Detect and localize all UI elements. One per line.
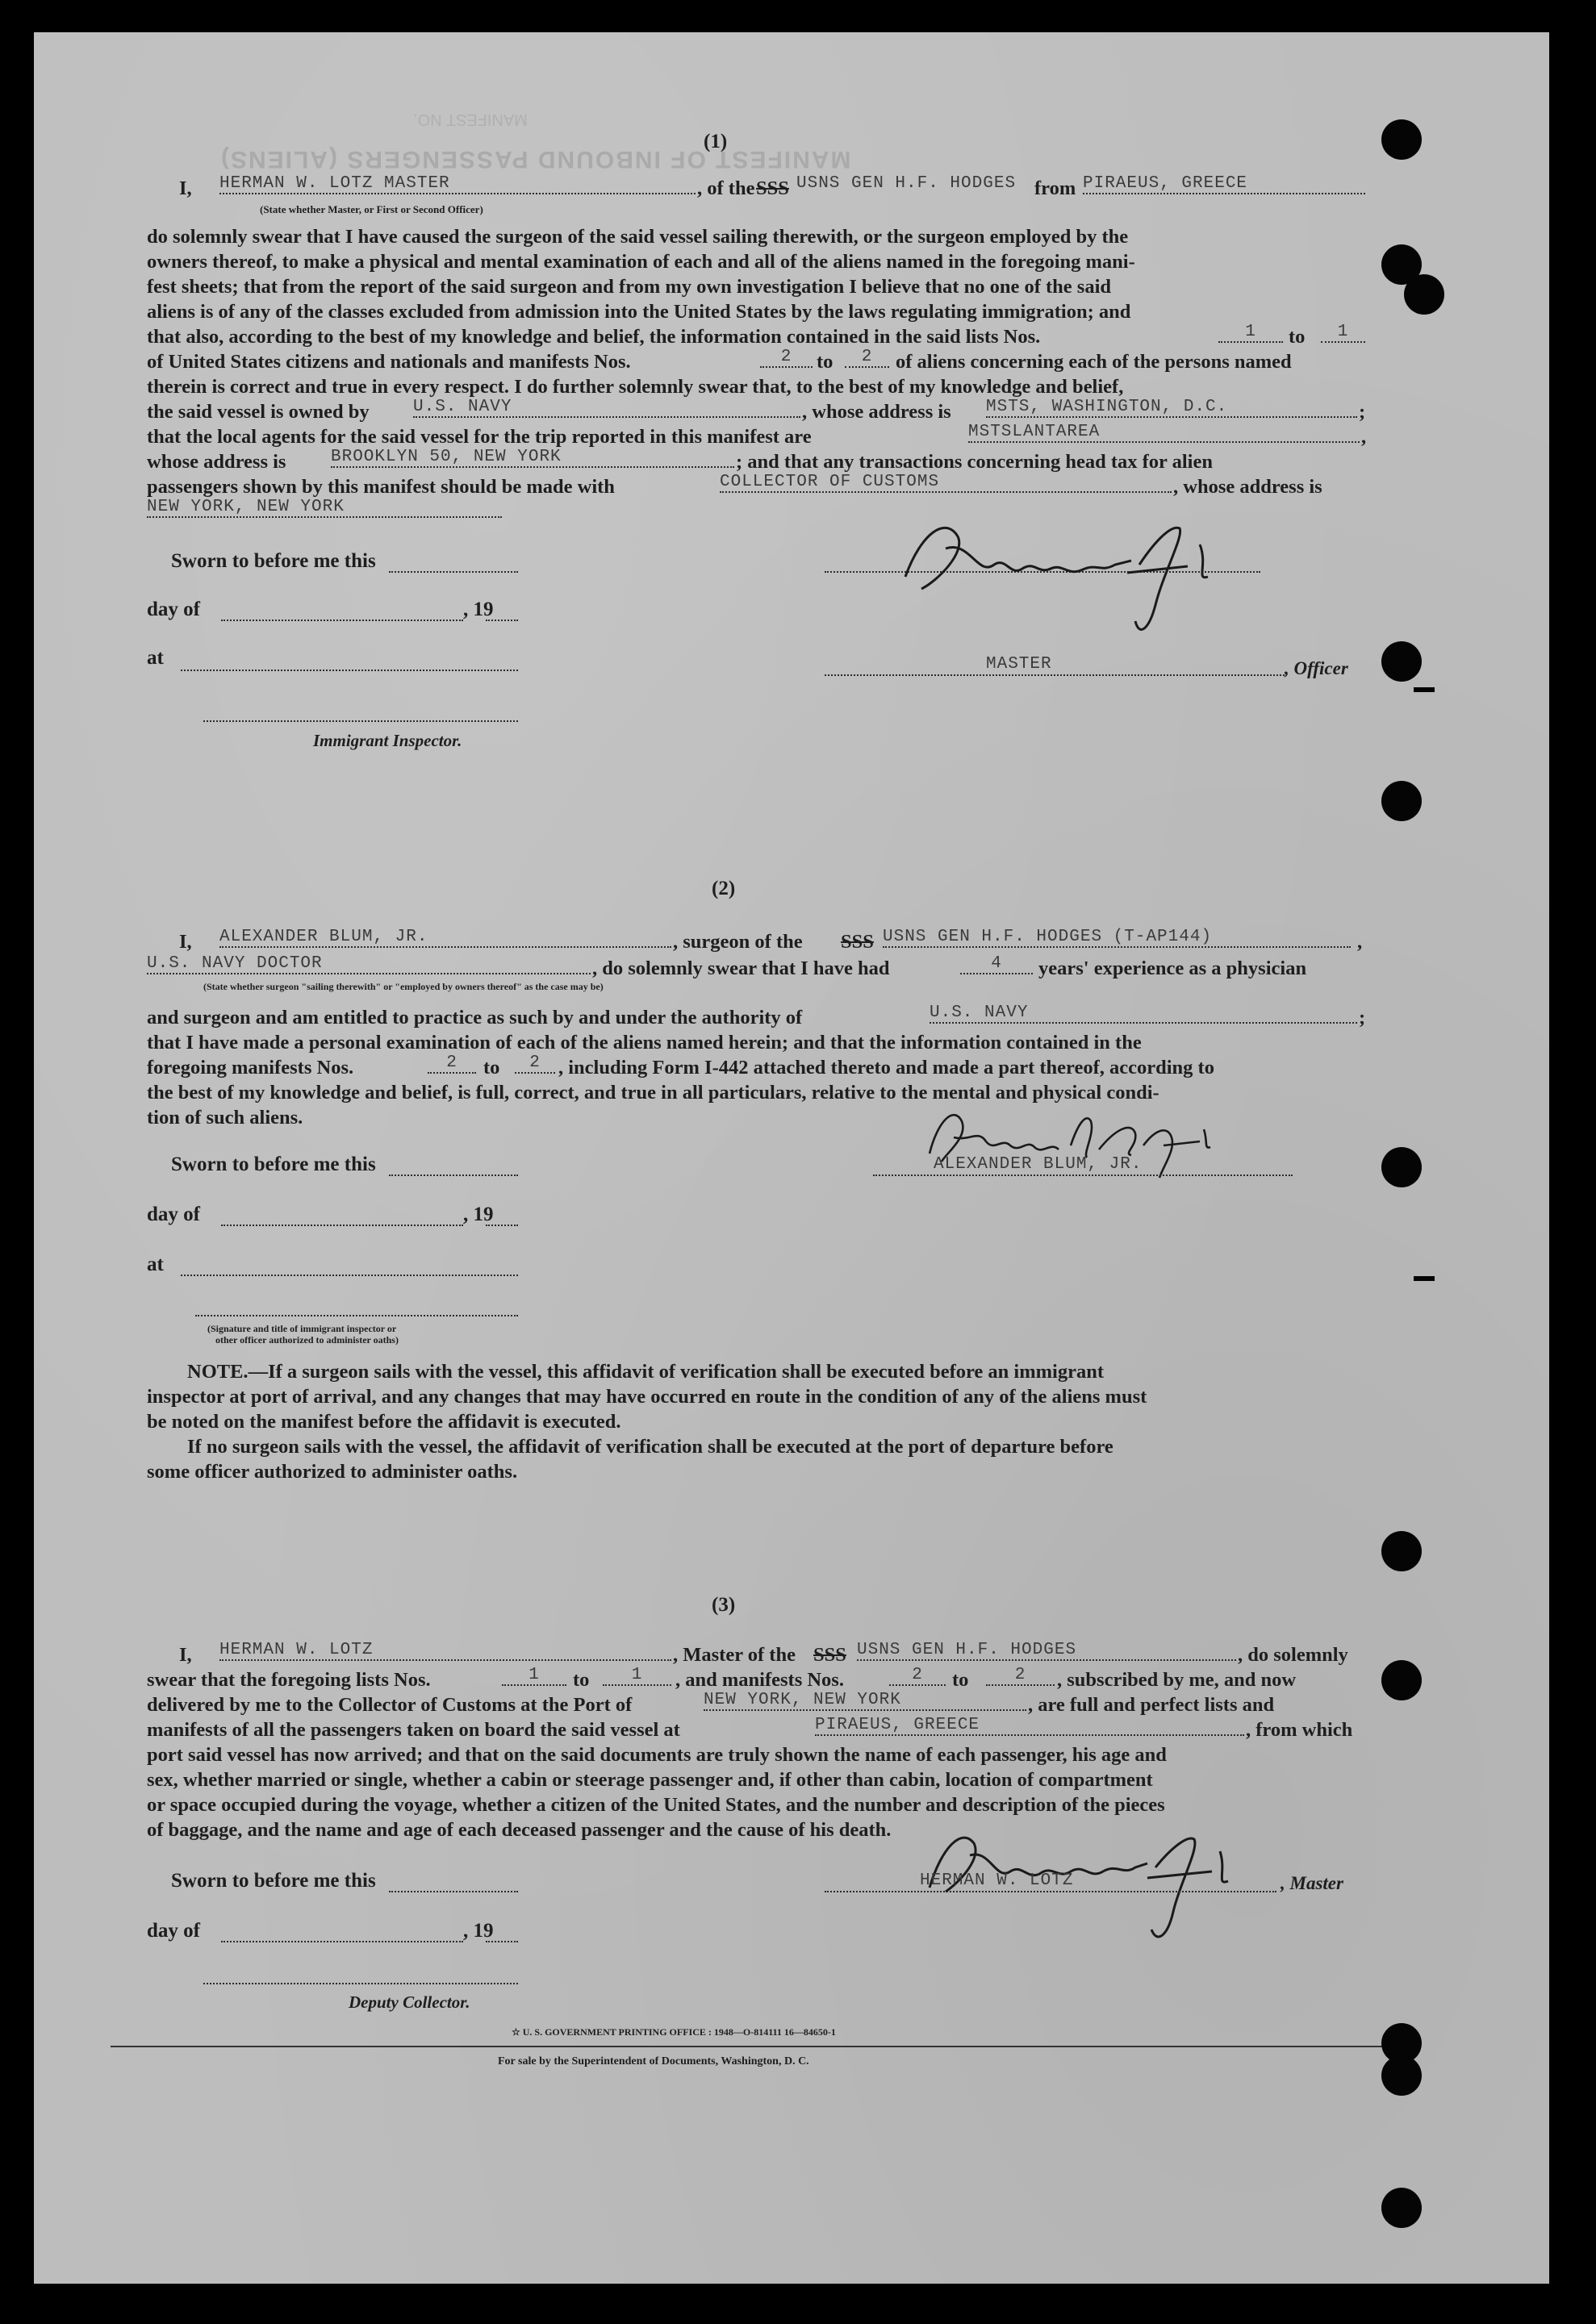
section-3-master-name-field: HERMAN W. LOTZ: [219, 1641, 671, 1661]
section-2-line-6: tion of such aliens.: [147, 1107, 303, 1129]
section-2-at-label: at: [147, 1254, 164, 1275]
master-label: , Master: [1281, 1873, 1343, 1893]
section-1-line-7: therein is correct and true in every respect. I do further solemnly swear that, to the best of my knowledge and belief,: [147, 376, 1124, 398]
head-tax-label: ; and that any transactions concerning head tax for alien: [736, 451, 1213, 473]
vessel-name-field: USNS GEN H.F. HODGES: [796, 174, 1017, 193]
section-3-manifests-to-field: 2: [986, 1666, 1055, 1686]
manifests-to-field: 2: [845, 348, 889, 368]
deputy-collector-label: Deputy Collector.: [349, 1992, 470, 2012]
local-agents-label: that the local agents for the said vessel for the trip reported in this manifest are: [147, 426, 812, 448]
signature-hint-1: (Signature and title of immigrant inspector or: [207, 1323, 397, 1334]
scan-mark: [1414, 1276, 1435, 1281]
section-3-lists-from-field: 1: [502, 1666, 566, 1686]
master-of-label: , Master of the: [673, 1644, 796, 1666]
taken-on-board-label: manifests of all the passengers taken on board the said vessel at: [147, 1719, 680, 1741]
surgeon-swear-label: , do solemnly swear that I have had: [592, 958, 890, 979]
owner-address-field: MSTS, WASHINGTON, D.C.: [986, 398, 1357, 418]
lists-from-field: 1: [1218, 323, 1283, 343]
authority-label: and surgeon and am entitled to practice as such by and under the authority of: [147, 1007, 803, 1028]
binder-hole: [1381, 1147, 1422, 1187]
owner-field: U.S. NAVY: [413, 398, 800, 418]
officer-label: , Officer: [1285, 658, 1348, 678]
section-2-number: (2): [712, 878, 736, 899]
note-line-3: be noted on the manifest before the affidavit is executed.: [147, 1411, 621, 1433]
section-3-year-label: , 19: [463, 1920, 494, 1942]
section-1-sworn-label: Sworn to before me this: [171, 550, 376, 572]
section-2-year-label: , 19: [463, 1204, 494, 1225]
section-3-line-8: of baggage, and the name and age of each deceased passenger and the cause of his death.: [147, 1819, 892, 1841]
section-1-line-3: fest sheets; that from the report of the said surgeon and from my own investigation I believe that no one of the said: [147, 276, 1111, 298]
binder-hole: [1381, 641, 1422, 682]
note-line-2: inspector at port of arrival, and any changes that may have occurred en route in the condition of any of the aliens must: [147, 1386, 1147, 1408]
full-perfect-label: , are full and perfect lists and: [1028, 1694, 1275, 1716]
binder-hole: [1381, 1660, 1422, 1700]
binder-hole: [1404, 274, 1444, 315]
section-3-sworn-label: Sworn to before me this: [171, 1870, 376, 1892]
section-2-sworn-label: Sworn to before me this: [171, 1154, 376, 1175]
for-sale-line: For sale by the Superintendent of Documents, Washington, D. C.: [498, 2055, 809, 2067]
section-3-number: (3): [712, 1594, 736, 1616]
collector-address-label: , whose address is: [1173, 476, 1322, 498]
note-line-5: some officer authorized to administer oaths.: [147, 1461, 518, 1483]
manifest-affidavit-page: MANIFEST OF INBOUND PASSENGERS (ALIENS) MANIFEST NO. (1) I, HERMAN W. LOTZ MASTER , of the SSS USNS GEN H.F. HODGES from PIRAEUS, GREECE (State whether Master, or First or Second Officer) do solemnly swear that I have caused the surgeon of the said vessel sailing therewith, or the surgeon employed by the owners thereof, to make a physical and mental examination of each and all of the aliens named in the foregoing mani- fest sheets; that from the report of the said surgeon and from my own investigation I believe that no one of the said aliens is of any of the classes excluded from admission into the United States by the laws regulating immigration; and that also, according to the best of my knowledge and belief, the information contained in the said lists Nos. 1 to 1 of United States citizens and nationals and manifests Nos. 2 to 2 of aliens concerning each of the persons named therein is correct and true in every respect. I do further solemnly swear that, to the best of my knowledge and belief, the said vessel is owned by U.S. NAVY , whose address is MSTS, WASHINGTON, D.C. ; that the local agents for the said vessel for the trip reported in this manifest are MSTSLANTAREA , whose address is BROOKLYN 50, NEW YORK ; and that any transactions concerning head tax for alien passengers shown by this manifest should be made with COLLECTOR OF CUSTOMS , whose address is NEW YORK, NEW YORK Sworn to before me this day of , 19 at Immigrant Inspector. MASTER , Officer (2) I, ALEXANDER BLUM, JR. , surgeon of the SSS USNS GEN H.F. HODGES (T-AP144) , U.S. NAVY DOCTOR , do solemnly swear that I have had 4 years' experience as a physician (State whether surgeon "sailing therewith" or "employed by owners thereof" as the case may be) and surgeon and am entitled to practice as such by and under the authority of U.S. NAVY ; that I have made a personal examination of each of the aliens named herein; and that the information contained in the foregoing manifests Nos. 2 to 2 , including Form I-442 attached thereto and made a part thereof, according to the best of my knowledge and belief, is full, correct, and true in all particulars, relative to the mental and physical condi- tion of such aliens. Sworn to before me this day of , 19 at (Signature and title of immigrant inspector or other officer authorized to administer oaths) ALEXANDER BLUM, JR. NOTE.—If a surgeon sails with the vessel, this affidavit of verification shall be executed before an immigrant inspector at port of arrival, and any changes that may have occurred en route in the condition of any of the aliens must be noted on the manifest before the affidavit is executed. If no surgeon sails with the vessel, the affidavit of verification shall be executed at the port of departure before some officer authorized to administer oaths. (3) I, HERMAN W. LOTZ , Master of the SSS USNS GEN H.F. HODGES , do solemnly swear that the foregoing lists Nos. 1 to 1 , and manifests Nos. 2 to 2 , subscribed by me, and now delivered by me to the Collector of Customs at the Port of NEW YORK, NEW YORK , are full and perfect lists and manifests of all the passengers taken on board the said vessel at PIRAEUS, GREECE , from which port said vessel has now arrived; and that on the said documents are truly shown the name of each passenger, his age and sex, whether married or single, whether a cabin or steerage passenger and, if other than cabin, location of compartment or space occupied during the voyage, whether a citizen of the United States, and the number and description of the pieces of baggage, and the name and age of each deceased passenger and the cause of his death. Sworn to before me this day of , 19 Deputy Collector. HERMAN W. LOTZ , Master ☆ U. S. GOVERNMENT PRINTING OFFICE : 1948—O-814111 16—84650-1 For sale by the Superintendent of Documents, Washington, D. C.: [34, 32, 1549, 2284]
collector-field: COLLECTOR OF CUSTOMS: [720, 473, 1172, 493]
section-2-manifests-label: foregoing manifests Nos.: [147, 1057, 354, 1079]
years-field: 4: [960, 954, 1033, 974]
section-3-struck-vessel-type: SSS: [813, 1644, 846, 1666]
capacity-hint: (State whether Master, or First or Second Officer): [260, 203, 483, 215]
from-which-label: , from which: [1246, 1719, 1353, 1741]
master-signature-1: [889, 500, 1228, 645]
struck-vessel-type: SSS: [756, 177, 789, 199]
master-typed-signature: HERMAN W. LOTZ: [920, 1871, 1074, 1890]
lists-to-label: to: [1289, 326, 1306, 348]
section-2-day-of-label: day of: [147, 1204, 200, 1225]
binder-hole: [1381, 119, 1422, 160]
section-1-line-4: aliens is of any of the classes excluded from admission into the United States by the laws regulating immigration; and: [147, 301, 1131, 323]
surgeon-name-field: ALEXANDER BLUM, JR.: [219, 928, 671, 948]
section-1-line-6b: of aliens concerning each of the persons named: [896, 351, 1292, 373]
bleed-through-subtitle: MANIFEST NO.: [413, 111, 528, 128]
section-3-lists-to-label: to: [573, 1669, 590, 1691]
manifests-to-label: to: [817, 351, 834, 373]
port-from-field: PIRAEUS, GREECE: [1083, 174, 1365, 194]
section-2-manifests-from-field: 2: [428, 1054, 476, 1074]
section-2-i-label: I,: [179, 931, 192, 953]
section-3-manifests-from-field: 2: [889, 1666, 946, 1686]
section-1-line-6: of United States citizens and nationals and manifests Nos.: [147, 351, 631, 373]
section-2-line-3: that I have made a personal examination of each of the aliens named herein; and that the information contained in the: [147, 1032, 1142, 1054]
section-3-line-6: sex, whether married or single, whether a cabin or steerage passenger and, if other than cabin, location of compartment: [147, 1769, 1153, 1791]
scan-mark: [1414, 687, 1435, 692]
section-3-line-5: port said vessel has now arrived; and that on the said documents are truly shown the name of each passenger, his age and: [147, 1744, 1167, 1766]
authority-field: U.S. NAVY: [930, 1003, 1357, 1024]
section-1-at-label: at: [147, 647, 164, 669]
binder-hole: [1381, 2188, 1422, 2228]
owned-by-label: the said vessel is owned by: [147, 401, 370, 423]
do-solemnly-label: , do solemnly: [1238, 1644, 1348, 1666]
binder-hole: [1381, 1531, 1422, 1571]
note-line-4: If no surgeon sails with the vessel, the affidavit of verification shall be executed at the port of departure before: [187, 1436, 1113, 1458]
surgeon-of-label: , surgeon of the: [673, 931, 803, 953]
section-3-lists-to-field: 1: [603, 1666, 671, 1686]
section-2-line-5: the best of my knowledge and belief, is full, correct, and true in all particulars, relative to the mental and physical condi-: [147, 1082, 1159, 1104]
section-3-vessel-field: USNS GEN H.F. HODGES: [857, 1641, 1236, 1661]
master-name-field: HERMAN W. LOTZ MASTER: [219, 174, 696, 194]
role-hint: (State whether surgeon "sailing therewith" or "employed by owners thereof" as the case may be): [203, 981, 604, 992]
head-tax-with-label: passengers shown by this manifest should be made with: [147, 476, 615, 498]
section-1-i-label: I,: [179, 177, 192, 199]
of-the-label: , of the: [697, 177, 755, 199]
bleed-through-title: MANIFEST OF INBOUND PASSENGERS (ALIENS): [219, 146, 851, 173]
binder-hole: [1381, 781, 1422, 821]
agents-field: MSTSLANTAREA: [968, 423, 1360, 443]
section-3-line-7: or space occupied during the voyage, whether a citizen of the United States, and the number and description of the pieces: [147, 1794, 1165, 1816]
port-arrival-field: NEW YORK, NEW YORK: [704, 1691, 1026, 1711]
section-3-day-of-label: day of: [147, 1920, 200, 1942]
section-3-i-label: I,: [179, 1644, 192, 1666]
signature-hint-2: other officer authorized to administer oaths): [215, 1334, 399, 1346]
port-of-label: delivered by me to the Collector of Customs at the Port of: [147, 1694, 633, 1716]
section-1-line-2: owners thereof, to make a physical and mental examination of each and all of the aliens named in the foregoing mani-: [147, 251, 1135, 273]
note-label: NOTE.: [187, 1361, 249, 1383]
officer-title-field: MASTER: [986, 655, 1052, 674]
port-departure-field: PIRAEUS, GREECE: [815, 1716, 1244, 1736]
section-3-manifests-to-label: to: [952, 1669, 969, 1691]
years-experience-label: years' experience as a physician: [1038, 958, 1307, 979]
printing-office-line: ☆ U. S. GOVERNMENT PRINTING OFFICE : 1948—O-814111 16—84650-1: [512, 2026, 836, 2038]
lists-to-field: 1: [1321, 323, 1365, 343]
surgeon-role-field: U.S. NAVY DOCTOR: [147, 954, 591, 974]
section-2-manifests-to-field: 2: [515, 1054, 555, 1074]
section-2-line-4b: , including Form I-442 attached thereto and made a part thereof, according to: [558, 1057, 1214, 1079]
section-2-struck-vessel-type: SSS: [841, 931, 874, 953]
section-3-lists-label: swear that the foregoing lists Nos.: [147, 1669, 431, 1691]
binder-hole: [1381, 2055, 1422, 2096]
agents-address-label: whose address is: [147, 451, 286, 473]
section-1-line-5: that also, according to the best of my knowledge and belief, the information contained in the said lists Nos.: [147, 326, 1041, 348]
section-1-line-1: do solemnly swear that I have caused the surgeon of the said vessel sailing therewith, or the surgeon employed by the: [147, 226, 1129, 248]
surgeon-typed-signature: ALEXANDER BLUM, JR.: [934, 1155, 1143, 1174]
section-1-day-of-label: day of: [147, 599, 200, 620]
section-2-to-label: to: [483, 1057, 500, 1079]
from-label: from: [1034, 177, 1076, 199]
section-2-vessel-field: USNS GEN H.F. HODGES (T-AP144): [883, 928, 1351, 948]
section-3-manifests-label: , and manifests Nos.: [675, 1669, 844, 1691]
subscribed-label: , subscribed by me, and now: [1057, 1669, 1297, 1691]
immigrant-inspector-label: Immigrant Inspector.: [313, 731, 462, 750]
owner-address-label: , whose address is: [802, 401, 951, 423]
section-1-year-label: , 19: [463, 599, 494, 620]
agents-address-field: BROOKLYN 50, NEW YORK: [331, 448, 734, 468]
section-1-number: (1): [704, 131, 728, 152]
collector-address-field: NEW YORK, NEW YORK: [147, 498, 502, 518]
manifests-from-field: 2: [760, 348, 813, 368]
note-line-1: —If a surgeon sails with the vessel, this affidavit of verification shall be executed before an immigrant: [248, 1361, 1105, 1383]
